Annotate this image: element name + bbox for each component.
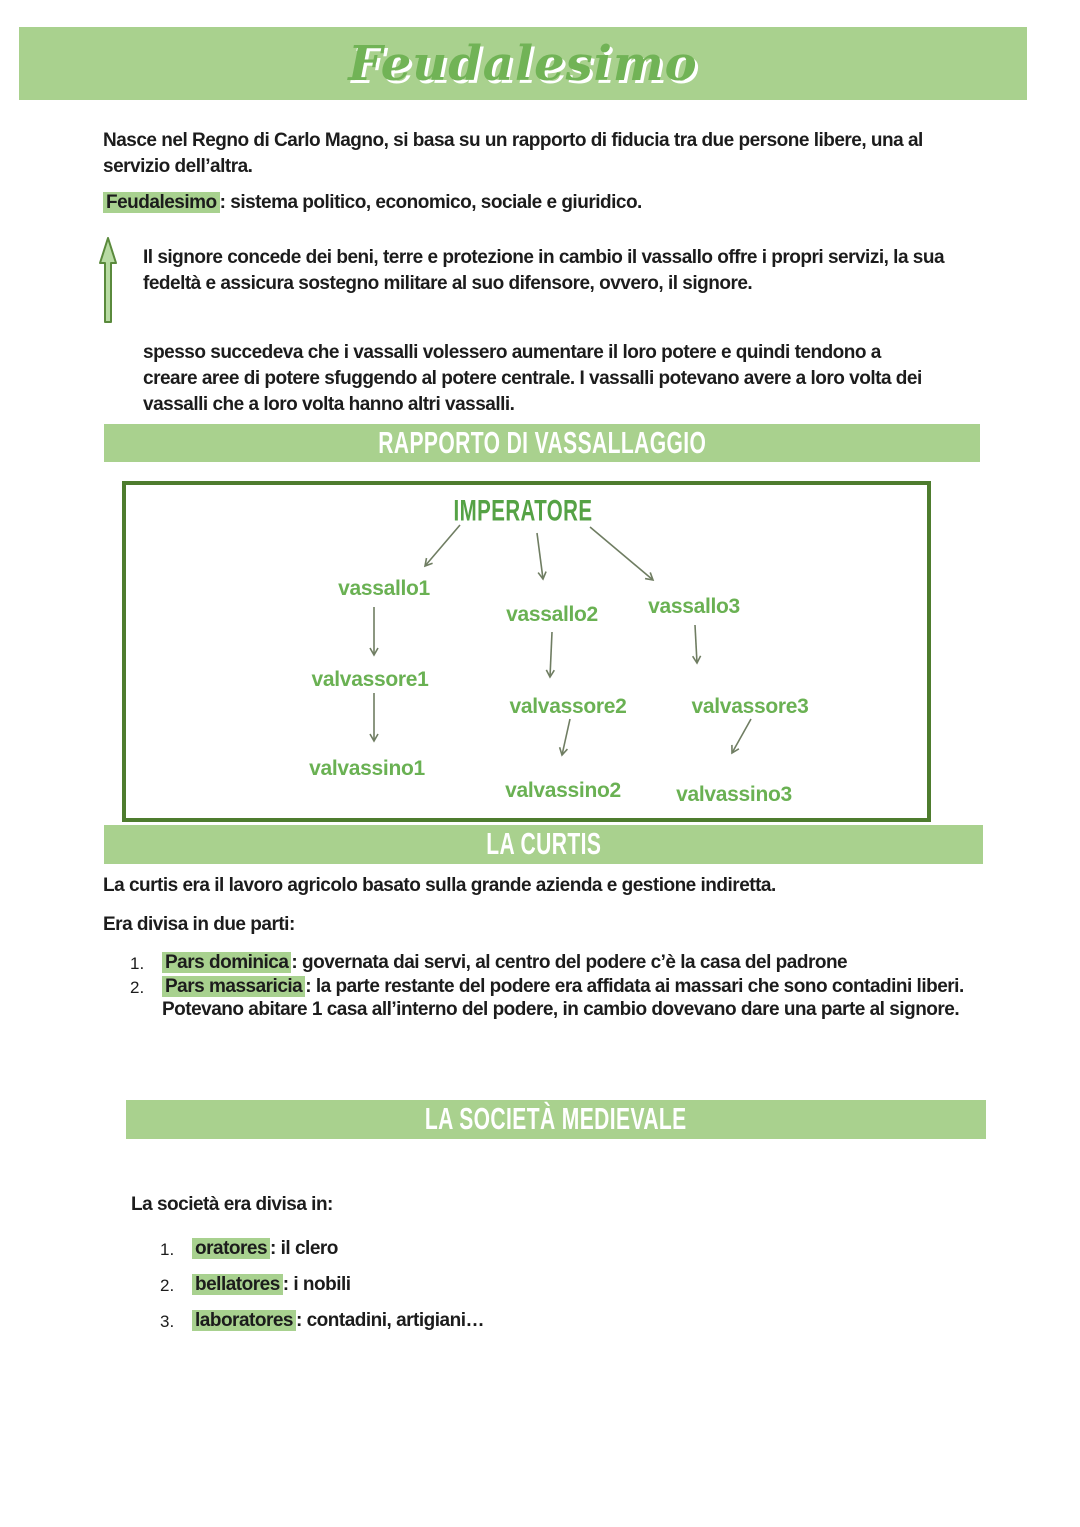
- diagram-node-valvassino3: valvassino3: [676, 783, 792, 806]
- diagram-node-valvassore3: valvassore3: [691, 695, 809, 718]
- arrow-imperatore-vassallo1: [425, 525, 460, 566]
- list-number: 1.: [160, 1240, 175, 1259]
- list-text: [162, 951, 972, 974]
- diagram-node-vassallo3: vassallo3: [648, 595, 740, 618]
- societa-intro: La società era divisa in:: [131, 1194, 333, 1215]
- title-banner: [19, 27, 1027, 100]
- section-banner-vassallaggio: [104, 424, 980, 462]
- definition-line: [103, 190, 642, 216]
- section-heading-societa: LA SOCIETÀ MEDIEVALE: [425, 1102, 687, 1136]
- list-text: [192, 1236, 338, 1261]
- societa-list: [160, 1236, 484, 1344]
- arrow-imperatore-vassallo3: [590, 527, 653, 580]
- page-title: Feudalesimo: [348, 35, 698, 92]
- term-highlight-laboratores: laboratores: [192, 1310, 296, 1331]
- diagram-node-valvassore2: valvassore2: [509, 695, 627, 718]
- list-rest: : contadini, artigiani…: [295, 1310, 484, 1331]
- list-number: 3.: [160, 1312, 175, 1331]
- definition-term-highlight: Feudalesimo: [103, 192, 220, 213]
- curtis-division-line: Era divisa in due parti:: [103, 914, 295, 935]
- list-rest: : governata dai servi, al centro del podere c’è la casa del padrone: [291, 952, 848, 973]
- list-number: 2.: [130, 978, 145, 997]
- list-number: 1.: [130, 954, 145, 973]
- curtis-paragraph: La curtis era il lavoro agricolo basato sulla grande azienda e gestione indiretta.: [103, 875, 776, 896]
- curtis-list: [130, 951, 972, 1021]
- list-item-pars-dominica: [130, 951, 972, 975]
- section-banner-societa: [126, 1100, 986, 1139]
- list-text: [192, 1272, 351, 1297]
- list-text: [162, 975, 972, 1021]
- arrow-valvassore2-valvassino2: [562, 719, 570, 755]
- list-item-laboratores: [160, 1308, 484, 1334]
- term-highlight-oratores: oratores: [192, 1238, 270, 1259]
- term-highlight-pars-massaricia: Pars massaricia: [162, 976, 305, 997]
- section-banner-curtis: [104, 825, 983, 864]
- term-highlight-bellatores: bellatores: [192, 1274, 283, 1295]
- section-heading-vassallaggio: RAPPORTO DI VASSALLAGGIO: [377, 425, 707, 460]
- diagram-node-vassallo2: vassallo2: [506, 603, 598, 626]
- list-rest: : i nobili: [282, 1274, 351, 1295]
- diagram-node-vassallo1: vassallo1: [338, 577, 430, 600]
- list-text: [192, 1308, 484, 1333]
- intro-paragraph: Nasce nel Regno di Carlo Magno, si basa su un rapporto di fiducia tra due persone libere, una al servizio dell’altra.: [103, 130, 923, 177]
- diagram-node-valvassore1: valvassore1: [311, 668, 429, 691]
- list-item-pars-massaricia: [130, 975, 972, 1021]
- arrow-vassallo2-valvassore2: [550, 632, 552, 677]
- lord-vassal-paragraph: Il signore concede dei beni, terre e protezione in cambio il vassallo offre i propri servizi, la sua fedeltà e assicura sostegno militare al suo difensore, ovvero, il signore.: [143, 247, 945, 294]
- diagram-node-valvassino2: valvassino2: [505, 779, 621, 802]
- up-arrow-icon: [98, 236, 118, 324]
- definition-rest: : sistema politico, economico, sociale e giuridico.: [219, 192, 642, 213]
- section-heading-curtis: LA CURTIS: [485, 827, 602, 861]
- diagram-arrows: [126, 485, 927, 818]
- list-item-oratores: [160, 1236, 484, 1262]
- diagram-node-imperatore: IMPERATORE: [453, 494, 593, 528]
- list-rest: : il clero: [270, 1238, 338, 1259]
- list-item-bellatores: [160, 1272, 484, 1298]
- list-number: 2.: [160, 1276, 175, 1295]
- arrow-imperatore-vassallo2: [537, 533, 543, 579]
- arrow-valvassore3-valvassino3: [732, 719, 751, 753]
- vassalage-diagram: [122, 481, 931, 822]
- diagram-node-valvassino1: valvassino1: [309, 757, 425, 780]
- arrow-vassallo3-valvassore3: [695, 625, 697, 663]
- vassal-power-paragraph: spesso succedeva che i vassalli volessero aumentare il loro potere e quindi tendono a creare aree di potere sfuggendo al potere centrale. I vassalli potevano avere a loro volta dei vassalli che a loro volta hanno altri vassalli.: [143, 342, 922, 415]
- term-highlight-pars-dominica: Pars dominica: [162, 952, 291, 973]
- list-rest: : la parte restante del podere era affidata ai massari che sono contadini liberi. Potevano abitare 1 casa all’interno del podere, in cambio dovevano dare una parte al signore.: [162, 976, 964, 1020]
